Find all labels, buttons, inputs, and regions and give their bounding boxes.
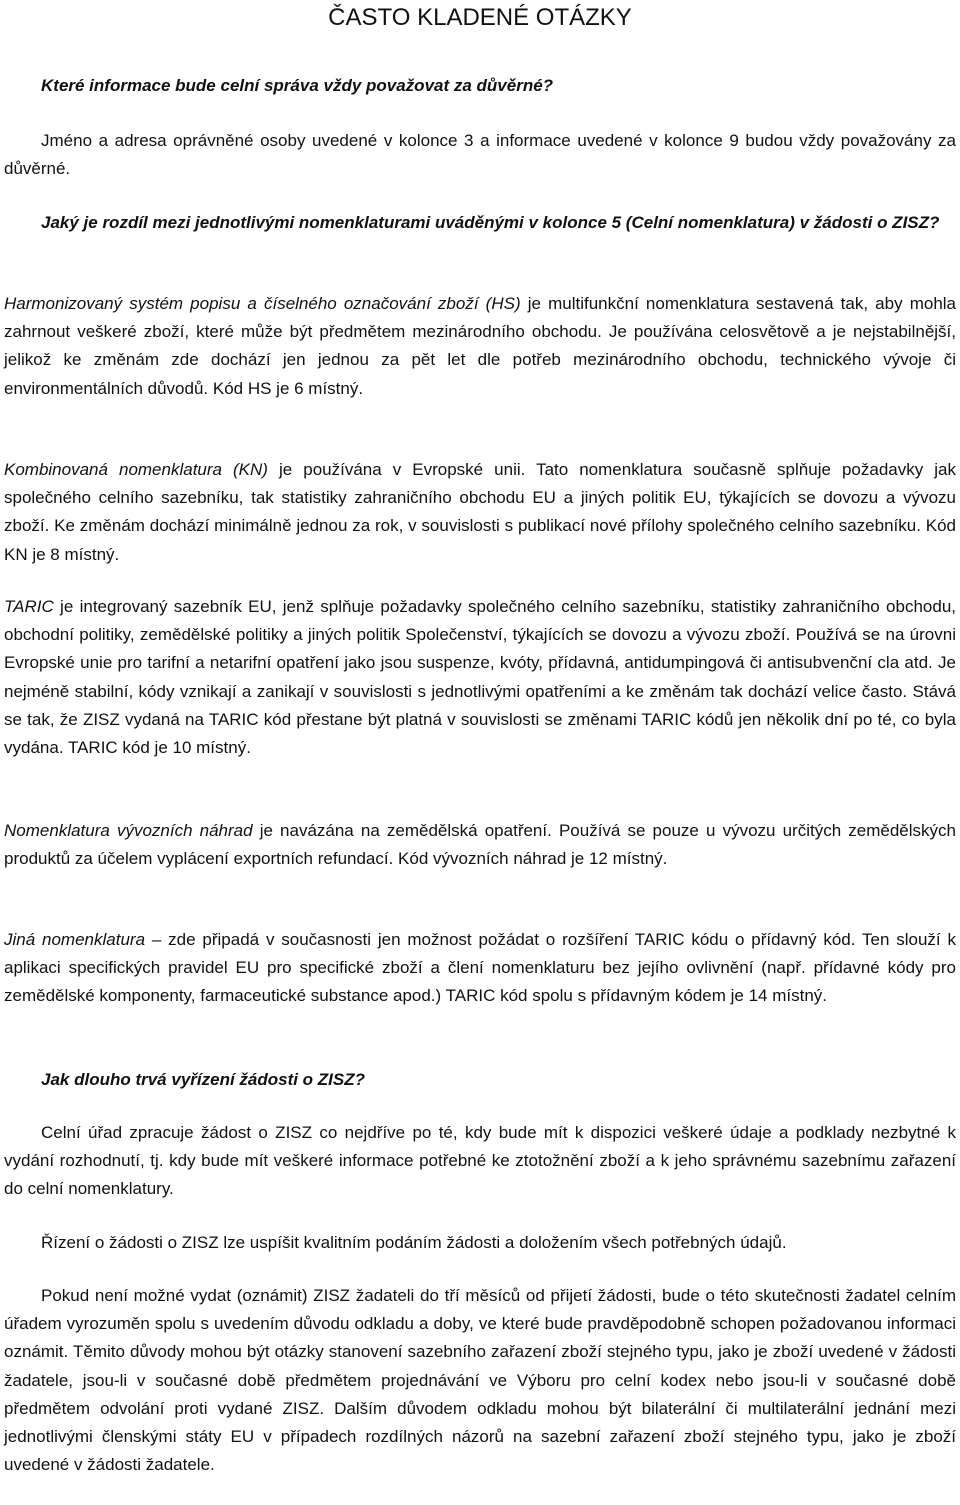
question-confidential: Které informace bude celní správa vždy považovat za důvěrné? bbox=[41, 76, 554, 95]
text-hs: je multifunkční nomenklatura sestavená tak, aby mohla zahrnout veškeré zboží, které může být předmětem mezinárodního obchodu. Je používána celosvětově a je nejstabilnější, jelikož ke změnám zde dochází jen jednou za pět let dle potřeb mezinárodního obchodu, technického vývoje či environmentálních důvodů. Kód HS je 6 místný. bbox=[4, 294, 956, 398]
text-kn: je používána v Evropské unii. Tato nomenklatura současně splňuje požadavky jak společného celního sazebníku, tak statistiky zahraničního obchodu EU a jiných politik EU, týkajících se dovozu a vývozu zboží. Ke změnám dochází minimálně jednou za rok, v souvislosti s publikací nové přílohy společného celního sazebníku. Kód KN je 8 místný. bbox=[4, 460, 956, 564]
answer-duration-p3: Pokud není možné vydat (oznámit) ZISZ žadateli do tří měsíců od přijetí žádosti, bude o této skutečnosti žadatel celním úřadem vyrozuměn spolu s uvedením důvodu odkladu a doby, ve které bude pravděpodobně schopen požadovanou informaci oznámit. Těmito důvody mohou být otázky stanovení sazebního zařazení zboží stejného typu, jako je zboží uvedené v žádosti žadatele, jsou-li v současné době předmětem projednávání ve Výboru pro celní kodex nebo jsou-li v současné době předmětem odvolání proti vydané ZISZ. Dalším důvodem odkladu mohou být bilaterální či multilaterální jednání mezi jednotlivými členskými státy EU v případech rozdílných názorů na sazební zařazení zboží stejného typu, jako je zboží uvedené v žádosti žadatele. bbox=[4, 1286, 956, 1475]
text-export-refunds: je navázána na zemědělská opatření. Používá se pouze u vývozu určitých zemědělských produktů za účelem vyplácení exportních refundací. Kód vývozních náhrad je 12 místný. bbox=[4, 821, 956, 869]
question-duration: Jak dlouho trvá vyřízení žádosti o ZISZ? bbox=[41, 1070, 366, 1089]
paragraph-hs bbox=[4, 290, 956, 403]
paragraph-other-nomenclature bbox=[4, 926, 956, 1011]
paragraph-export-refunds bbox=[4, 817, 956, 873]
term-other-nomenclature: Jiná nomenklatura bbox=[4, 930, 146, 949]
page-title: ČASTO KLADENÉ OTÁZKY bbox=[328, 4, 632, 31]
text-other-nomenclature: – zde připadá v současnosti jen možnost požádat o rozšíření TARIC kódu o přídavný kód. Ten slouží k aplikaci specifických pravidel EU pro specifické zboží a člení nomenklaturu bez jejího ovlivnění (např. přídavné kódy pro zemědělské komponenty, farmaceutické substance apod.) TARIC kód spolu s přídavným kódem je 14 místný. bbox=[4, 930, 956, 1006]
text-taric: je integrovaný sazebník EU, jenž splňuje požadavky společného celního sazebníku, statistiky zahraničního obchodu, obchodní politiky, zemědělské politiky a jiných politik Společenství, týkajících se dovozu a vývozu zboží. Používá se na úrovni Evropské unie pro tarifní a netarifní opatření jako jsou suspenze, kvóty, přídavná, antidumpingová či antisubvenční cla atd. Je nejméně stabilní, kódy vznikají a zanikají v souvislosti s jednotlivými opatřeními a ke změnám tak dochází velice často. Stává se tak, že ZISZ vydaná na TARIC kód přestane být platná v souvislosti se změnami TARIC kódů jen několik dní po té, co byla vydána. TARIC kód je 10 místný. bbox=[4, 597, 956, 758]
question-nomenclature: Jaký je rozdíl mezi jednotlivými nomenklaturami uváděnými v kolonce 5 (Celní nomenklatura) v žádosti o ZISZ? bbox=[41, 213, 940, 232]
paragraph-kn bbox=[4, 456, 956, 569]
paragraph-taric bbox=[4, 593, 956, 762]
term-hs: Harmonizovaný systém popisu a číselného označování zboží (HS) bbox=[4, 294, 521, 313]
term-taric: TARIC bbox=[4, 597, 54, 616]
term-kn: Kombinovaná nomenklatura (KN) bbox=[4, 460, 268, 479]
term-export-refunds: Nomenklatura vývozních náhrad bbox=[4, 821, 253, 840]
answer-duration-p2: Řízení o žádosti o ZISZ lze uspíšit kvalitním podáním žádosti a doložením všech potřebných údajů. bbox=[41, 1233, 787, 1252]
answer-duration-p1: Celní úřad zpracuje žádost o ZISZ co nejdříve po té, kdy bude mít k dispozici veškeré údaje a podklady nezbytné k vydání rozhodnutí, tj. kdy bude mít veškeré informace potřebné ke ztotožnění zboží a k jeho správnému sazebnímu zařazení do celní nomenklatury. bbox=[4, 1123, 956, 1199]
answer-confidential: Jméno a adresa oprávněné osoby uvedené v kolonce 3 a informace uvedené v kolonce 9 budou vždy považovány za důvěrné. bbox=[4, 131, 956, 179]
